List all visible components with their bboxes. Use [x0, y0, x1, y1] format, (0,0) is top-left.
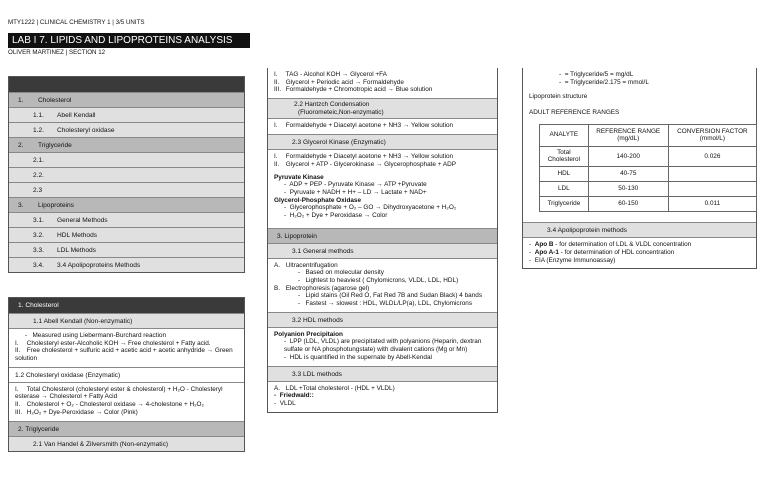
ldl-methods-content — [268, 381, 497, 412]
content-line — [15, 332, 238, 340]
toc-item-number: 2.3 — [33, 187, 43, 194]
content-line — [274, 189, 491, 197]
text-span: - — [298, 300, 301, 308]
text-span: - — [274, 399, 277, 407]
text-span: I. — [274, 122, 278, 130]
page-title: LAB I 7. LIPIDS AND LIPOPROTEINS ANALYSIS — [8, 33, 250, 48]
table-header-cell: ANALYTE — [540, 124, 589, 146]
lipoprotein-structure-label: Lipoprotein structure — [529, 93, 588, 101]
table-cell: Total Cholesterol — [540, 146, 589, 166]
text-span: LPP (LDL, VLDL) are precipitated with polyanions (Heparin, dextran sulfate or NA phosphotungstate) with divalent cations (Mg or Mn) — [284, 338, 482, 354]
toc-box — [8, 76, 245, 273]
tg-formula-content — [523, 68, 756, 222]
text-span: I. — [15, 339, 19, 347]
content-line — [15, 409, 238, 417]
content-line: Polyanion Precipitaion — [274, 330, 343, 338]
text-span: - for determination of HDL concentration — [558, 248, 675, 256]
section-heading: 1. Cholesterol — [9, 298, 244, 313]
table-cell: HDL — [540, 167, 589, 182]
text-span: VLDL — [279, 399, 296, 407]
glycerol-kinase-content — [268, 149, 497, 224]
text-span: - — [284, 181, 287, 189]
table-cell: 0.011 — [668, 197, 756, 212]
text-span: HDL is quantified in the supernate by Abell-Kendal — [289, 353, 432, 361]
text-span: II. — [15, 347, 21, 355]
content-line — [274, 71, 491, 79]
toc-item[interactable] — [9, 182, 244, 197]
text-span: - — [559, 71, 562, 78]
text-span: - — [298, 269, 301, 277]
text-span: - — [529, 248, 532, 256]
text-span: B. — [274, 284, 281, 292]
text-span: III. — [274, 86, 282, 94]
text-span: Friedwald:: — [279, 392, 314, 400]
text-span: - — [284, 204, 287, 212]
toc-item[interactable] — [9, 92, 244, 107]
text-span: II. — [274, 78, 280, 86]
toc-item-label: Abell Kendall — [57, 112, 96, 119]
cholesteryl-oxidase-content — [9, 382, 244, 421]
text-span: Cholesteryl ester-Alcoholic KOH → Free cholesterol + Fatty acid. — [26, 339, 211, 347]
content-line — [274, 292, 491, 300]
toc-item-number: 3.1. — [33, 217, 44, 224]
subsection-heading: 2.1 Van Handel & Zilversmith (Non-enzymatic) — [9, 436, 244, 451]
table-row — [540, 167, 757, 182]
text-span: Glycerophosphate + O₂ – GO → Dihydroxyacetone + H₂O₂ — [289, 204, 457, 212]
subsection-heading: 1.2 Cholesteryl oxidase (Enzymatic) — [9, 367, 244, 382]
toc-item-label: LDL Methods — [57, 247, 96, 254]
text-span: = Triglyceride/2.175 = mmol/L — [564, 78, 649, 86]
toc-item-number: 3.3. — [33, 247, 44, 254]
content-line — [529, 241, 750, 249]
content-line — [15, 401, 238, 409]
toc-item-number: 1. — [18, 97, 24, 104]
table-cell: 60-150 — [588, 197, 668, 212]
toc-item-label: Cholesteryl oxidase — [57, 127, 115, 134]
table-header-cell: CONVERSION FACTOR (mmol/L) — [668, 124, 756, 146]
text-span: - — [298, 292, 301, 300]
text-span: Glycerol + ATP - Glycerokinase → Glycerophosphate + ADP — [285, 160, 457, 168]
course-header: MTY1222 | CLINICAL CHEMISTRY 1 | 3/5 UNITS — [8, 19, 145, 26]
text-span: Apo A-1 — [534, 248, 559, 256]
toc-item[interactable] — [9, 212, 244, 227]
hantzch-content — [268, 118, 497, 134]
subsection-heading: 3.4 Apolipoprotein methods — [523, 222, 756, 237]
content-line — [274, 79, 491, 87]
table-row — [540, 197, 757, 212]
toc-item-number: 1.2. — [33, 127, 44, 134]
text-span: - — [284, 211, 287, 219]
content-line — [529, 101, 750, 109]
subsection-heading — [268, 98, 497, 118]
toc-item-label: HDL Methods — [57, 232, 98, 239]
table-cell — [668, 182, 756, 197]
content-line — [529, 249, 750, 257]
toc-item-number: 3. — [18, 202, 24, 209]
hdl-methods-content — [268, 327, 497, 366]
content-line — [274, 300, 491, 308]
text-span: - — [284, 338, 287, 346]
section-heading: 2. Triglyceride — [9, 421, 244, 436]
text-span: Formaldehyde + Chromotropic acid → Blue solution — [285, 86, 433, 94]
column-3 — [522, 68, 757, 269]
column-2 — [267, 68, 498, 413]
text-span: Based on molecular density — [305, 269, 384, 277]
table-cell: 40-75 — [588, 167, 668, 182]
table-cell: LDL — [540, 182, 589, 197]
text-span: - — [529, 256, 532, 264]
content-line — [274, 212, 491, 220]
table-cell: Triglyceride — [540, 197, 589, 212]
text-span: EIA (Enzyme Immunoassay) — [534, 256, 616, 264]
text-span: H₂O₂ + Dye + Peroxidase → Color — [289, 211, 388, 219]
toc-item-number: 2.1. — [33, 157, 44, 164]
content-line — [274, 161, 491, 169]
text-span: - — [559, 78, 562, 86]
subsection-heading-line: (Fluorometeic,Non-enzymatic) — [298, 108, 384, 116]
text-span: Ultracentrifugation — [285, 261, 338, 269]
toc-item[interactable] — [9, 227, 244, 242]
text-span: Apo B — [534, 241, 554, 249]
table-row — [540, 182, 757, 197]
section-heading: 3. Lipoprotein — [268, 228, 497, 243]
content-line — [274, 86, 491, 94]
toc-header-bar — [9, 77, 244, 92]
text-span: LDL +Total cholesterol - (HDL + VLDL) — [285, 384, 395, 392]
content-line — [15, 340, 238, 348]
text-span: Free cholesterol + sulfuric acid + acetic acid + acetic anhydride → Green solution — [15, 347, 233, 363]
content-line — [529, 79, 750, 87]
toc-item-label: Triglyceride — [38, 142, 72, 149]
text-span: A. — [274, 261, 281, 269]
table-header-cell: REFERENCE RANGE (mg/dL) — [588, 124, 668, 146]
toc-item-label: Cholesterol — [38, 97, 72, 104]
content-line — [274, 354, 491, 362]
text-span: Electrophoresis (agarose gel) — [285, 284, 370, 292]
subsection-heading: 3.3 LDL methods — [268, 366, 497, 381]
text-span: Pyruvate + NADH + H+ – LD → Lactate + NAD+ — [289, 188, 427, 196]
toc-item[interactable] — [9, 167, 244, 182]
toc-item-label: 3.4 Apolipoproteins Methods — [57, 262, 141, 269]
author-line: OLIVER MARTINEZ | SECTION 12 — [8, 49, 106, 56]
text-span: - — [529, 241, 532, 249]
text-span: Lipid stains (Oil Red O, Fat Red 7B and Sudan Black) 4 bands — [305, 292, 483, 300]
content-line — [274, 338, 491, 353]
table-cell: 50-130 — [588, 182, 668, 197]
text-span: II. — [15, 401, 21, 409]
text-span: I. — [274, 153, 278, 161]
content-line — [529, 71, 750, 79]
abell-kendall-content — [9, 328, 244, 367]
subsection-heading: 2.3 Glycerol Kinase (Enzymatic) — [268, 134, 497, 149]
text-span: - for determination of LDL & VLDL concentration — [553, 241, 692, 249]
content-line — [274, 269, 491, 277]
text-span: II. — [274, 160, 280, 168]
table-cell — [668, 167, 756, 182]
table-cell: 0.026 — [668, 146, 756, 166]
toc-item-number: 3.2. — [33, 232, 44, 239]
subsection-heading-line: 2.2 Hantzch Condensation — [294, 101, 370, 109]
content-line — [274, 262, 491, 270]
toc-item[interactable] — [9, 197, 244, 212]
content-line — [274, 400, 491, 408]
content-line — [274, 153, 491, 161]
text-span: TAG - Alcohol KOH → Glycerol +FA — [285, 71, 387, 78]
reference-ranges-title: ADULT REFERENCE RANGES — [529, 109, 620, 117]
content-line — [15, 386, 238, 401]
content-line — [274, 392, 491, 400]
content-line — [529, 117, 750, 124]
content-line — [274, 122, 491, 130]
toc-item[interactable] — [9, 137, 244, 152]
toc-list — [9, 92, 244, 272]
toc-item[interactable] — [9, 152, 244, 167]
text-span: - — [274, 392, 277, 400]
content-line — [274, 181, 491, 189]
toc-item[interactable] — [9, 242, 244, 257]
text-span: Formaldehyde + Diacetyl acetone + NH3 → Yellow solution — [285, 122, 454, 130]
text-span: - — [284, 188, 287, 196]
van-handel-content — [268, 68, 497, 98]
toc-item-label: General Methods — [57, 217, 108, 224]
text-span: - — [284, 353, 287, 361]
toc-item-number: 1.1. — [33, 112, 44, 119]
toc-item[interactable] — [9, 107, 244, 122]
text-span: Lightest to heaviest ( Chylomicrons, VLDL, LDL, HDL) — [305, 277, 459, 284]
content-line — [15, 347, 238, 362]
text-span: Total Cholesterol (cholesteryl ester & cholesterol) + H₂O - Cholesteryl esterase → Cholesterol + Fatty Acid — [15, 385, 223, 401]
text-span: Glycerol + Periodic acid → Formaldehyde — [285, 78, 404, 86]
toc-item[interactable] — [9, 257, 244, 272]
text-span: A. — [274, 384, 281, 392]
text-span: III. — [15, 408, 23, 416]
subsection-heading: 1.1 Abell Kendall (Non-enzymatic) — [9, 313, 244, 328]
text-span: = Triglyceride/5 = mg/dL — [564, 71, 634, 78]
text-span: I. — [15, 385, 19, 393]
text-span: Fastest → slowest : HDL, WLDL/LP(a), LDL, Chylomicrons — [305, 300, 473, 308]
toc-item-label: Lipoproteins — [38, 202, 74, 209]
pk-heading: Pyruvate Kinase — [274, 173, 324, 181]
text-span: - — [298, 277, 301, 284]
content-line — [274, 204, 491, 212]
table-row — [540, 146, 757, 166]
table-cell: 140-200 — [588, 146, 668, 166]
text-span: ADP + PEP - Pyruvate Kinase → ATP +Pyruvate — [289, 181, 427, 189]
text-span: Measured using Liebermann-Burchard reaction — [32, 332, 167, 339]
text-span: I. — [274, 71, 278, 78]
text-span: Formaldehyde + Diacetyl acetone + NH3 → Yellow solution — [285, 153, 454, 161]
content-line — [274, 385, 491, 393]
gpo-heading: Glycerol-Phosphate Oxidase — [274, 196, 362, 204]
general-methods-content — [268, 258, 497, 312]
toc-item-number: 2. — [18, 142, 24, 149]
text-span: - — [25, 332, 28, 339]
text-span: Cholesterol + O₂ - Cholesterol oxidase → 4-cholestone + H₂O₂ — [26, 401, 205, 409]
toc-item-number: 3.4. — [33, 262, 44, 269]
content-line — [529, 86, 750, 93]
content-line — [274, 277, 491, 285]
reference-ranges-table — [539, 124, 757, 212]
content-line — [529, 257, 750, 265]
subsection-heading: 3.2 HDL methods — [268, 312, 497, 327]
subsection-heading: 3.1 General methods — [268, 243, 497, 258]
apolipoprotein-content — [523, 237, 756, 268]
content-line — [529, 212, 750, 218]
toc-item-number: 2.2. — [33, 172, 44, 179]
cholesterol-section — [8, 297, 245, 452]
toc-item[interactable] — [9, 122, 244, 137]
text-span: H₂O₂ + Dye-Peroxidase → Color (Pink) — [26, 408, 138, 416]
content-line — [274, 285, 491, 293]
